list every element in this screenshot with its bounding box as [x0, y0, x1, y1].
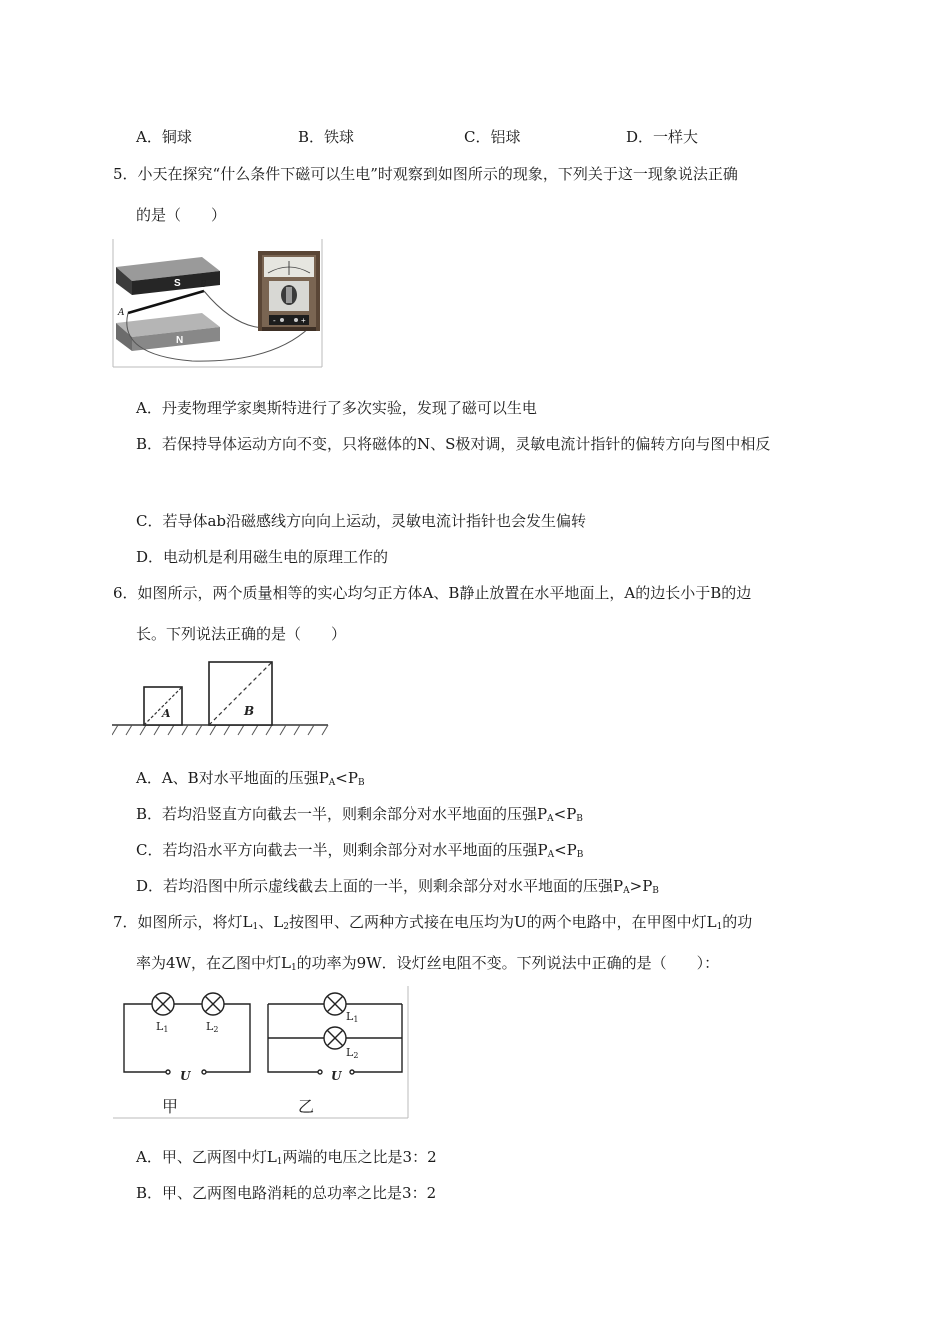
- cube-a: [144, 687, 182, 725]
- q7-figure-circuits: [112, 984, 412, 1120]
- conductor-ab: [128, 291, 204, 313]
- circuit-yi: [268, 993, 402, 1074]
- q4-option-b: B．铁球: [298, 128, 355, 146]
- cube-b-label: B: [244, 704, 255, 718]
- circuit-yi-u: U: [331, 1069, 342, 1083]
- q4-option-a: A．铜球: [136, 128, 192, 146]
- circuit-jia: [124, 993, 250, 1074]
- q5-stem-line1: 5．小天在探究“什么条件下磁可以生电”时观察到如图所示的现象，下列关于这一现象说法正确: [113, 165, 738, 183]
- q6-figure-cubes: [112, 655, 332, 743]
- q6-stem-line2: 长。下列说法正确的是（ ）: [136, 625, 347, 643]
- galvanometer: [258, 251, 320, 331]
- q5-option-c: C．若导体ab沿磁感线方向向上运动，灵敏电流计指针也会发生偏转: [136, 512, 587, 530]
- q4-option-d: D．一样大: [626, 128, 699, 146]
- cube-a-label: A: [162, 707, 171, 720]
- q4-option-c: C．铝球: [464, 128, 521, 146]
- q5-option-d: D．电动机是利用磁生电的原理工作的: [136, 548, 389, 566]
- circuit-yi-l1: L1: [346, 1010, 359, 1024]
- q5-option-b: B．若保持导体运动方向不变，只将磁体的N、S极对调，灵敏电流计指针的偏转方向与图中相反: [136, 435, 771, 453]
- q6-option-b: B．若均沿竖直方向截去一半，则剩余部分对水平地面的压强$P_A<P_B$: [136, 805, 583, 824]
- cube-b: [209, 662, 272, 725]
- magnet-n: [116, 313, 220, 351]
- q7-option-a: A．甲、乙两图中灯$L_1$两端的电压之比是3：2: [136, 1148, 437, 1167]
- q6-option-a: A．A、B对水平地面的压强$P_A<P_B$: [136, 769, 365, 788]
- circuit-jia-l1: L1: [156, 1020, 169, 1034]
- circuit-jia-label: 甲: [162, 1097, 179, 1116]
- q7-stem-line1: 7．如图所示，将灯$L_1$、$L_2$按图甲、乙两种方式接在电压均为U的两个电路中，在甲图中灯$L_1$的功: [113, 913, 753, 932]
- conductor-a-label: A: [118, 308, 125, 318]
- magnet-n-label: N: [176, 335, 184, 346]
- circuit-jia-u: U: [180, 1069, 191, 1083]
- q6-option-c: C．若均沿水平方向截去一半，则剩余部分对水平地面的压强$P_A<P_B$: [136, 841, 584, 860]
- conductor-b-label: B: [200, 280, 207, 290]
- q5-stem-line2: 的是（ ）: [136, 206, 227, 224]
- q7-stem-line2: 率为4W，在乙图中灯$L_1$的功率为9W．设灯丝电阻不变。下列说法中正确的是（ ）：: [136, 954, 720, 973]
- galvanometer-plus: +: [301, 316, 306, 325]
- circuit-yi-l2: L2: [346, 1046, 359, 1060]
- galvanometer-minus: -: [273, 316, 276, 325]
- magnet-s-label: S: [174, 278, 181, 289]
- q5-figure-induction: [112, 237, 324, 369]
- q6-stem-line1: 6．如图所示，两个质量相等的实心均匀正方体A、B静止放置在水平地面上，A的边长小于B的边: [113, 584, 752, 602]
- q7-option-b: B．甲、乙两图电路消耗的总功率之比是3：2: [136, 1184, 437, 1202]
- circuit-jia-l2: L2: [206, 1020, 219, 1034]
- q6-option-d: D．若均沿图中所示虚线截去上面的一半，则剩余部分对水平地面的压强$P_A>P_B$: [136, 877, 659, 896]
- circuit-yi-label: 乙: [298, 1097, 315, 1116]
- q5-option-a: A．丹麦物理学家奥斯特进行了多次实验，发现了磁可以生电: [136, 399, 537, 417]
